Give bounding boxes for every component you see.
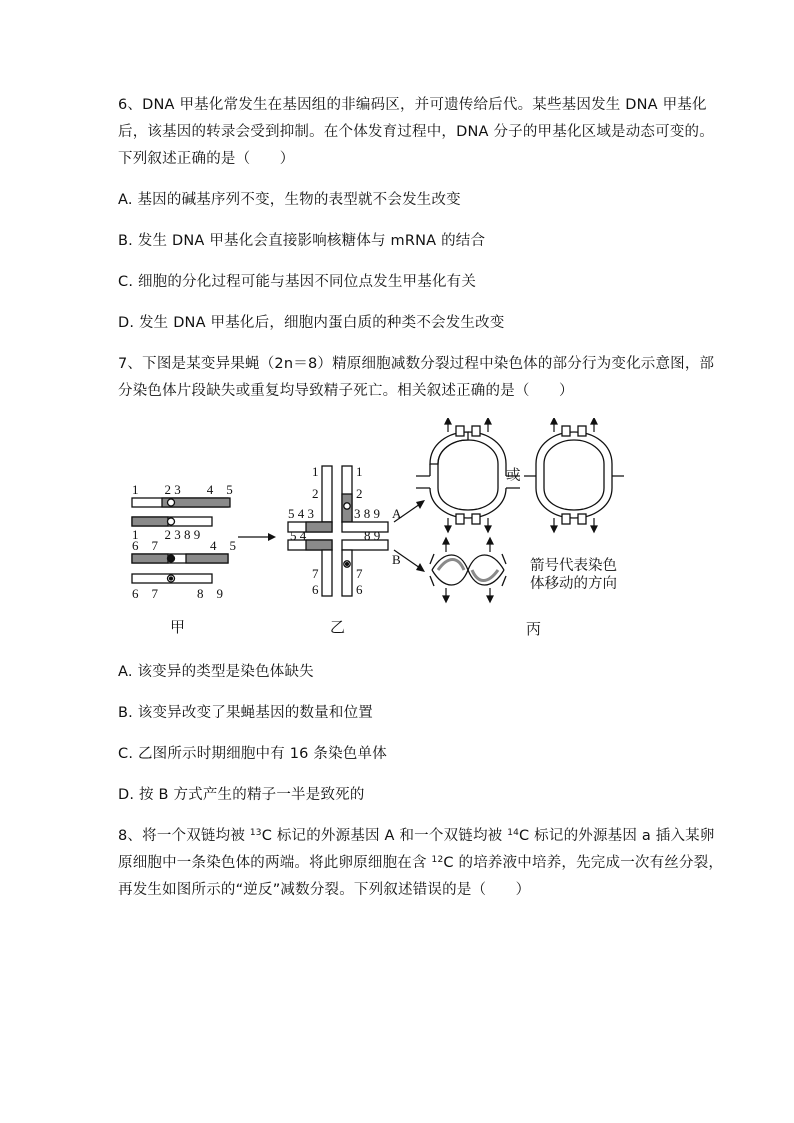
- yi-label-bl7: 7: [312, 566, 319, 581]
- arrow-jia-to-yi: [238, 533, 276, 541]
- yi-label-ml: 5 4 3: [288, 506, 314, 521]
- or-text: 或: [506, 468, 521, 484]
- q7-stem-line1: 7、下图是某变异果蝇（2n＝8）精原细胞减数分裂过程中染色体的部分行为变化示意图，部: [118, 356, 715, 372]
- chromosome-diagram: [118, 418, 708, 648]
- yi-label-tr1: 1: [356, 464, 363, 479]
- q7-stem-line2: 分染色体片段缺失或重复均导致精子死亡。相关叙述正确的是（ ）: [118, 383, 574, 399]
- yi-label-mr: 3 8 9: [354, 506, 380, 521]
- q6-stem-line3: 下列叙述正确的是（ ）: [118, 151, 295, 167]
- q8-stem-line1: 8、将一个双链均被 $^{13}$C 标记的外源基因 A 和一个双链均被 $^{14}$C 标记的外源基因 a 插入某卵: [118, 828, 715, 844]
- jia-label-row3: 6 7 4 5: [132, 538, 237, 553]
- note-line2: 体移动的方向: [530, 576, 617, 592]
- yi-label-br7: 7: [356, 566, 363, 581]
- q7-option-c: C. 乙图所示时期细胞中有 16 条染色单体: [118, 746, 387, 762]
- arrow-b-label: B: [392, 552, 401, 567]
- jia-label-row4: 6 7 8 9: [132, 586, 224, 601]
- q6-option-b: B. 发生 DNA 甲基化会直接影响核糖体与 mRNA 的结合: [118, 233, 486, 249]
- sup-12: 12: [431, 855, 444, 865]
- q8-stem-line3: 再发生如图所示的“逆反”减数分裂。下列叙述错误的是（ ）: [118, 882, 531, 898]
- q7-option-d: D. 按 B 方式产生的精子一半是致死的: [118, 787, 365, 803]
- q8-stem-line2: 原细胞中一条染色体的两端。将此卵原细胞在含 $^{12}$C 的培养液中培养，先完成一次有丝分裂，: [118, 855, 724, 871]
- yi-label-tl1: 1: [312, 464, 319, 479]
- bing-ring-b: [430, 554, 506, 586]
- sup-14: 14: [507, 828, 520, 838]
- yi-label-lr: 8 9: [364, 528, 381, 543]
- yi-label-bl6: 6: [312, 582, 319, 597]
- yi-label-tr2: 2: [356, 486, 363, 501]
- arrow-a-label: A: [392, 506, 402, 521]
- yi-label-ll: 5 4: [290, 528, 307, 543]
- sup-13: 13: [249, 828, 262, 838]
- q6-stem-line1: 6、DNA 甲基化常发生在基因组的非编码区，并可遗传给后代。某些基因发生 DNA 甲基化: [118, 97, 707, 113]
- q6-option-d: D. 发生 DNA 甲基化后，细胞内蛋白质的种类不会发生改变: [118, 315, 505, 331]
- q7-option-b: B. 该变异改变了果蝇基因的数量和位置: [118, 705, 373, 721]
- jia-label-row1: 1 2 3 4 5: [132, 482, 233, 497]
- jia-chromosome-2-shaded: [132, 517, 168, 526]
- q6-stem-line2: 后，该基因的转录会受到抑制。在个体发育过程中，DNA 分子的甲基化区域是动态可变的。: [118, 124, 714, 140]
- q6-option-c: C. 细胞的分化过程可能与基因不同位点发生甲基化有关: [118, 274, 477, 290]
- panel-label-jia: 甲: [170, 618, 186, 636]
- panel-label-bing: 丙: [526, 620, 542, 638]
- jia-label-row2: 1 2 3 8 9: [132, 527, 201, 542]
- chromosome-figure: [118, 418, 708, 648]
- note-line1: 箭号代表染色: [530, 558, 617, 574]
- yi-label-tl2: 2: [312, 486, 319, 501]
- panel-label-yi: 乙: [330, 618, 346, 636]
- yi-label-br6: 6: [356, 582, 363, 597]
- bing-ring-a1: [416, 426, 520, 524]
- q7-option-a: A. 该变异的类型是染色体缺失: [118, 664, 314, 680]
- bing-ring-a2: [524, 426, 624, 524]
- q6-option-a: A. 基因的碱基序列不变，生物的表型就不会发生改变: [118, 192, 461, 208]
